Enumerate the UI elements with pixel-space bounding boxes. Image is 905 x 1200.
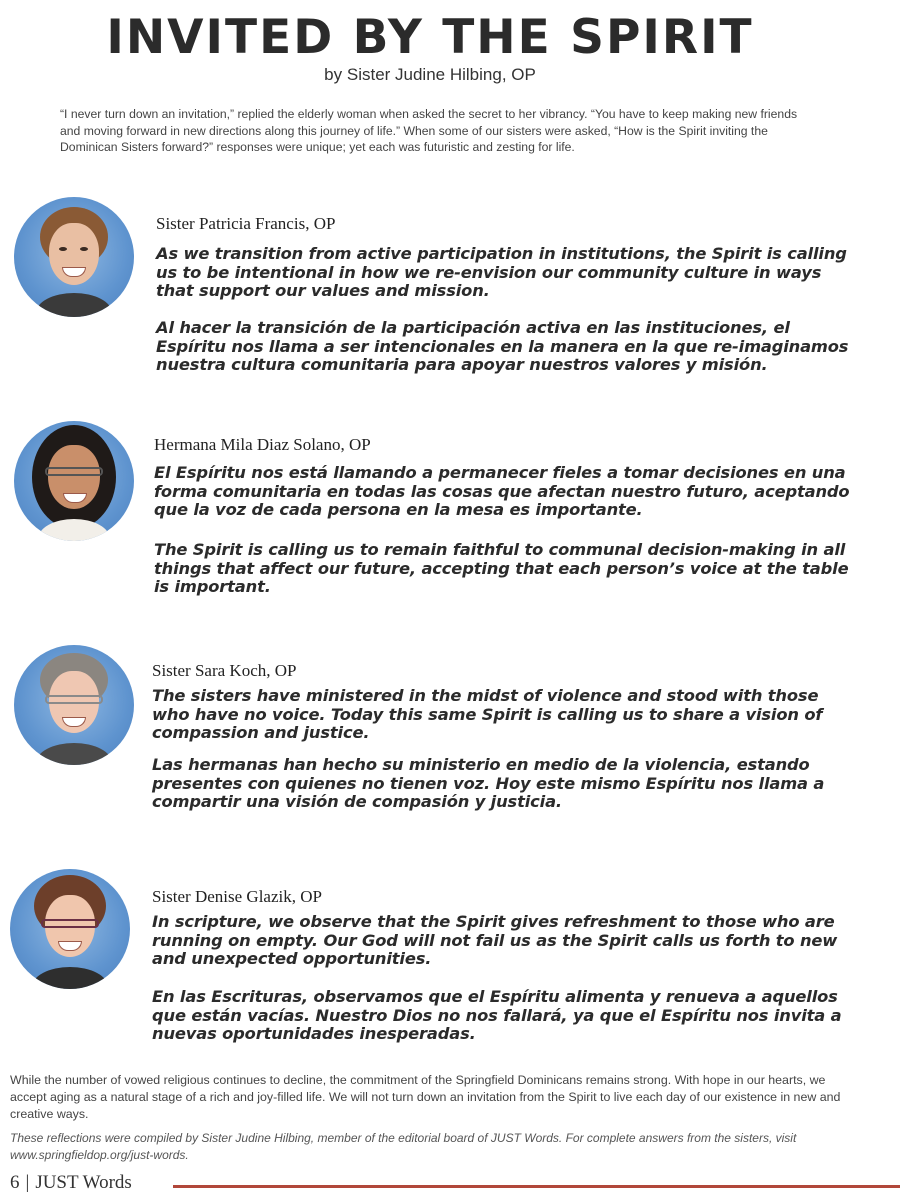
reflection-name: Hermana Mila Diaz Solano, OP	[154, 435, 371, 454]
reflection-paragraph-english: In scripture, we observe that the Spirit gives refreshment to those who are running on empty. Our God will not fail us as the Spirit calls us forth to new and unexpected opportunities.	[152, 912, 838, 969]
reflection-paragraph-english: As we transition from active participation in institutions, the Spirit is calling us to be intentional in how we re-envision our community culture in ways that support our values and mission.	[156, 244, 847, 301]
page-title: INVITED BY THE SPIRIT	[106, 10, 754, 65]
reflection-paragraph-english: The sisters have ministered in the midst of violence and stood with those who have no voice. Today this same Spirit is calling us to share a vision of compassion and justice.	[152, 686, 823, 743]
footer-separator: |	[25, 1172, 30, 1193]
page-number: 6	[10, 1172, 20, 1193]
reflection-paragraph-spanish: En las Escrituras, observamos que el Espíritu alimenta y renueva a aquellos que están vacías. Nuestro Dios no nos fallará, ya que el Espíritu nos invita a nuevas oportunidades inesperadas.	[152, 987, 842, 1044]
portrait-patricia-francis	[14, 197, 134, 317]
publication-name: JUST Words	[35, 1172, 132, 1193]
reflection-paragraph-spanish: Las hermanas han hecho su ministerio en medio de la violencia, estando presentes con quienes no tienen voz. Hoy este mismo Espíritu nos llama a compartir una visión de compasión y justicia.	[152, 755, 825, 812]
footer-rule	[173, 1185, 900, 1188]
reflection-paragraph-spanish: El Espíritu nos está llamando a permanecer fieles a tomar decisiones en una forma comunitaria en todas las cosas que afectan nuestro futuro, aceptando que la voz de cada persona en la mesa es importante.	[154, 463, 850, 520]
portrait-denise-glazik	[10, 869, 130, 989]
portrait-mila-diaz-solano	[14, 421, 134, 541]
portrait-sara-koch	[14, 645, 134, 765]
reflection-paragraph-english: The Spirit is calling us to remain faithful to communal decision-making in all things that affect our future, accepting that each person’s voice at the table is important.	[154, 540, 849, 597]
credit-note: These reflections were compiled by Sister Judine Hilbing, member of the editorial board of JUST Words. For complete answers from the sisters, visit www.springfieldop.org/just-words.	[10, 1131, 797, 1162]
page-footer	[10, 1172, 132, 1194]
reflection-paragraph-spanish: Al hacer la transición de la participación activa en las instituciones, el Espíritu nos llama a ser intencionales en la manera en la que re-imaginamos nuestra cultura comunitaria para apoyar nuestros valores y misión.	[156, 318, 849, 375]
byline: by Sister Judine Hilbing, OP	[324, 65, 536, 84]
reflection-name: Sister Patricia Francis, OP	[156, 214, 336, 233]
intro-paragraph: “I never turn down an invitation,” replied the elderly woman when asked the secret to her vibrancy. “You have to keep making new friends and moving forward in new directions along this journey of life.” When some of our sisters were asked, “How is the Spirit inviting the Dominican Sisters forward?” responses were unique; yet each was futuristic and zesting for life.	[60, 107, 798, 154]
reflection-name: Sister Denise Glazik, OP	[152, 887, 322, 906]
reflection-name: Sister Sara Koch, OP	[152, 661, 297, 680]
closing-paragraph: While the number of vowed religious continues to decline, the commitment of the Springfield Dominicans remains strong. With hope in our hearts, we accept aging as a natural stage of a rich and joy-filled life. We will not turn down an invitation from the Spirit to live each day of our existence in new and creative ways.	[10, 1073, 841, 1121]
